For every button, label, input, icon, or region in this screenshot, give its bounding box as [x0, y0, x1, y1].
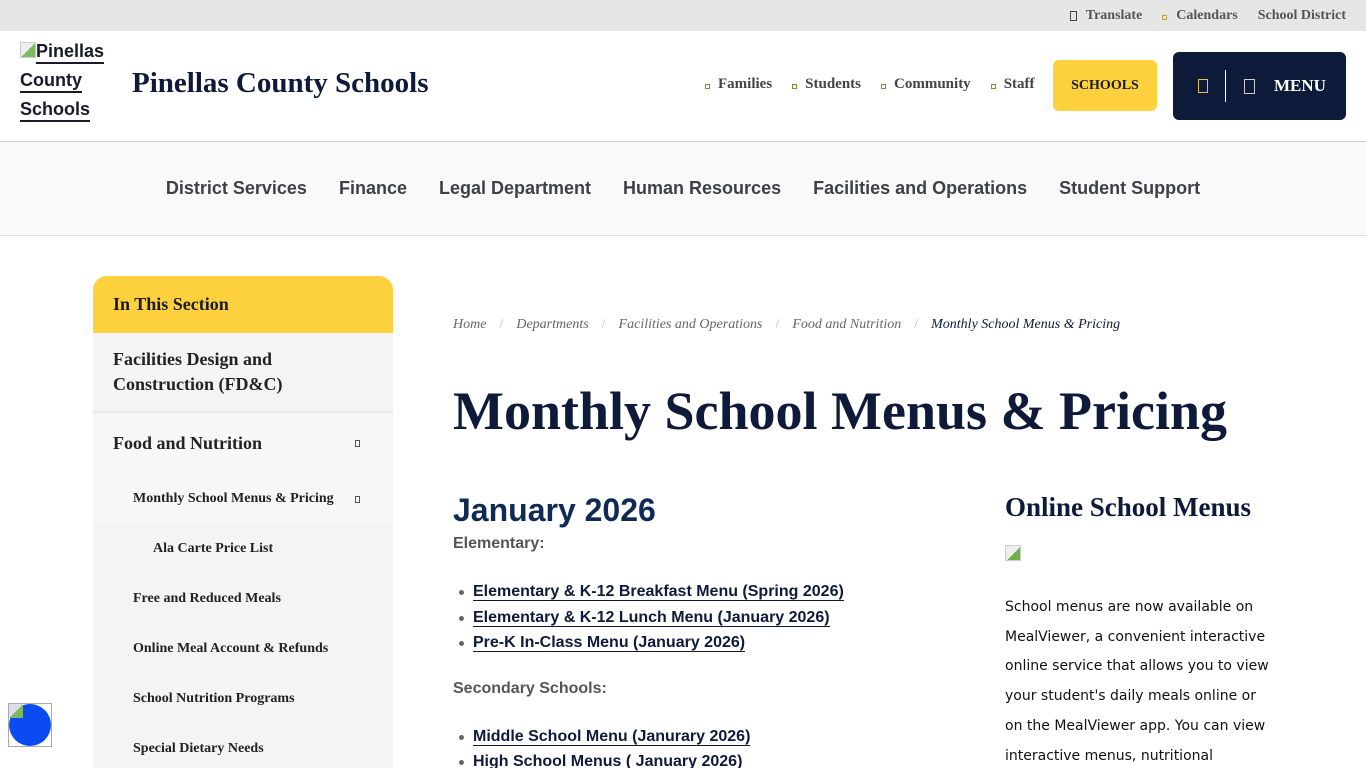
section-sidebar	[93, 276, 393, 768]
breadcrumb-separator: /	[499, 317, 504, 332]
school-district-label: School District	[1257, 7, 1346, 23]
audience-students[interactable]	[792, 76, 861, 93]
breadcrumb-departments[interactable]: Departments	[516, 317, 589, 332]
dept-district-services[interactable]: District Services	[165, 178, 307, 198]
menu-button[interactable]: MENU	[1274, 76, 1326, 95]
list-item	[473, 724, 953, 750]
breadcrumb-food-nutrition[interactable]: Food and Nutrition	[792, 317, 902, 332]
menu-content	[453, 492, 953, 768]
prek-menu-link[interactable]: Pre-K In-Class Menu (January 2026)	[473, 634, 746, 651]
month-heading: January 2026	[453, 492, 656, 528]
audience-families-label: Families	[718, 76, 773, 92]
school-district-link[interactable]	[1258, 8, 1346, 24]
bullet-icon	[792, 84, 797, 89]
breadcrumb-separator: /	[775, 317, 780, 332]
high-school-menu-link[interactable]: High School Menus ( January 2026)	[473, 753, 742, 768]
menu-button-group	[1173, 52, 1346, 120]
list-item	[473, 579, 953, 605]
sidebar-item-monthly-menus[interactable]	[93, 474, 393, 524]
elementary-menu-list	[453, 579, 953, 656]
bullet-icon	[705, 84, 710, 89]
dept-finance[interactable]: Finance	[338, 178, 407, 198]
aside-description: School menus are now available on MealViewer, a convenient interactive online service that allows you to view your student's daily meals online or on the MealViewer app. You can view interactive menus, nutritional	[1005, 599, 1269, 764]
utility-links	[1050, 0, 1346, 31]
audience-staff[interactable]	[991, 76, 1035, 93]
breadcrumb-separator: /	[601, 317, 606, 332]
dept-student-support[interactable]: Student Support	[1059, 178, 1201, 198]
translate-label: Translate	[1085, 7, 1143, 23]
translate-icon	[1070, 11, 1077, 21]
audience-nav	[705, 76, 1055, 93]
logo-alt-word-2: County	[20, 70, 82, 93]
logo-alt-word-3: Schools	[20, 99, 90, 122]
elementary-lunch-menu-link[interactable]: Elementary & K-12 Lunch Menu (January 2026)	[473, 608, 830, 626]
breadcrumb-current: Monthly School Menus & Pricing	[931, 317, 1121, 332]
search-icon[interactable]	[1198, 79, 1208, 93]
calendar-icon	[1162, 15, 1167, 20]
bullet-icon	[881, 84, 886, 89]
page-title: Monthly School Menus & Pricing	[453, 381, 1228, 441]
aside-title: Online School Menus	[1005, 492, 1252, 522]
broken-image-icon	[1005, 545, 1021, 561]
audience-staff-label: Staff	[1003, 76, 1035, 92]
elementary-breakfast-menu-link[interactable]: Elementary & K-12 Breakfast Menu (Spring 2026)	[473, 583, 844, 600]
sidebar-item-dietary-needs[interactable]: Special Dietary Needs	[93, 724, 393, 768]
schools-button[interactable]: SCHOOLS	[1053, 60, 1157, 111]
list-item	[473, 749, 953, 768]
elementary-label: Elementary:	[453, 535, 545, 552]
accessibility-widget-button[interactable]	[8, 703, 52, 747]
site-title[interactable]: Pinellas County Schools	[132, 67, 429, 99]
bullet-icon	[991, 84, 996, 89]
department-nav	[0, 142, 1366, 236]
online-menus-aside	[1005, 492, 1275, 768]
sidebar-item-nutrition-programs[interactable]: School Nutrition Programs	[93, 674, 393, 724]
sidebar-heading: In This Section	[93, 276, 393, 333]
breadcrumb	[453, 317, 1120, 333]
hamburger-icon[interactable]	[1244, 79, 1255, 94]
sidebar-item-fdc[interactable]: Facilities Design and Construction (FD&C)	[93, 333, 393, 413]
calendars-link[interactable]	[1162, 8, 1237, 24]
calendars-label: Calendars	[1176, 7, 1238, 23]
sidebar-item-free-reduced[interactable]: Free and Reduced Meals	[93, 574, 393, 624]
broken-image-icon	[9, 704, 23, 718]
audience-students-label: Students	[805, 76, 862, 92]
logo-alt-word-1: Pinellas	[36, 41, 104, 64]
dept-human-resources[interactable]: Human Resources	[623, 178, 782, 198]
dept-facilities-operations[interactable]: Facilities and Operations	[813, 178, 1028, 198]
dept-legal[interactable]: Legal Department	[438, 178, 592, 198]
sidebar-item-online-account[interactable]: Online Meal Account & Refunds	[93, 624, 393, 674]
breadcrumb-separator: /	[914, 317, 919, 332]
sidebar-item-ala-carte[interactable]: Ala Carte Price List	[93, 524, 393, 574]
sidebar-item-food-label: Food and Nutrition	[113, 433, 263, 453]
middle-school-menu-link[interactable]: Middle School Menu (Janurary 2026)	[473, 727, 751, 745]
audience-families[interactable]	[705, 76, 772, 93]
secondary-menu-list	[453, 724, 953, 768]
site-header	[0, 31, 1366, 142]
sidebar-item-food-nutrition[interactable]	[93, 413, 393, 474]
list-item	[473, 630, 953, 656]
menu-divider	[1225, 70, 1226, 102]
logo-broken-image-icon	[20, 42, 36, 58]
audience-community[interactable]	[881, 76, 971, 93]
expand-toggle-icon[interactable]	[355, 440, 360, 447]
expand-toggle-icon[interactable]	[355, 496, 360, 503]
breadcrumb-home[interactable]: Home	[453, 317, 487, 332]
utility-bar	[0, 0, 1366, 31]
list-item	[473, 605, 953, 631]
audience-community-label: Community	[894, 76, 971, 92]
translate-link[interactable]	[1070, 8, 1143, 24]
sidebar-item-monthly-label: Monthly School Menus & Pricing	[133, 491, 334, 506]
breadcrumb-facilities[interactable]: Facilities and Operations	[618, 317, 763, 332]
secondary-label: Secondary Schools:	[453, 679, 607, 697]
logo-link[interactable]	[20, 37, 110, 124]
